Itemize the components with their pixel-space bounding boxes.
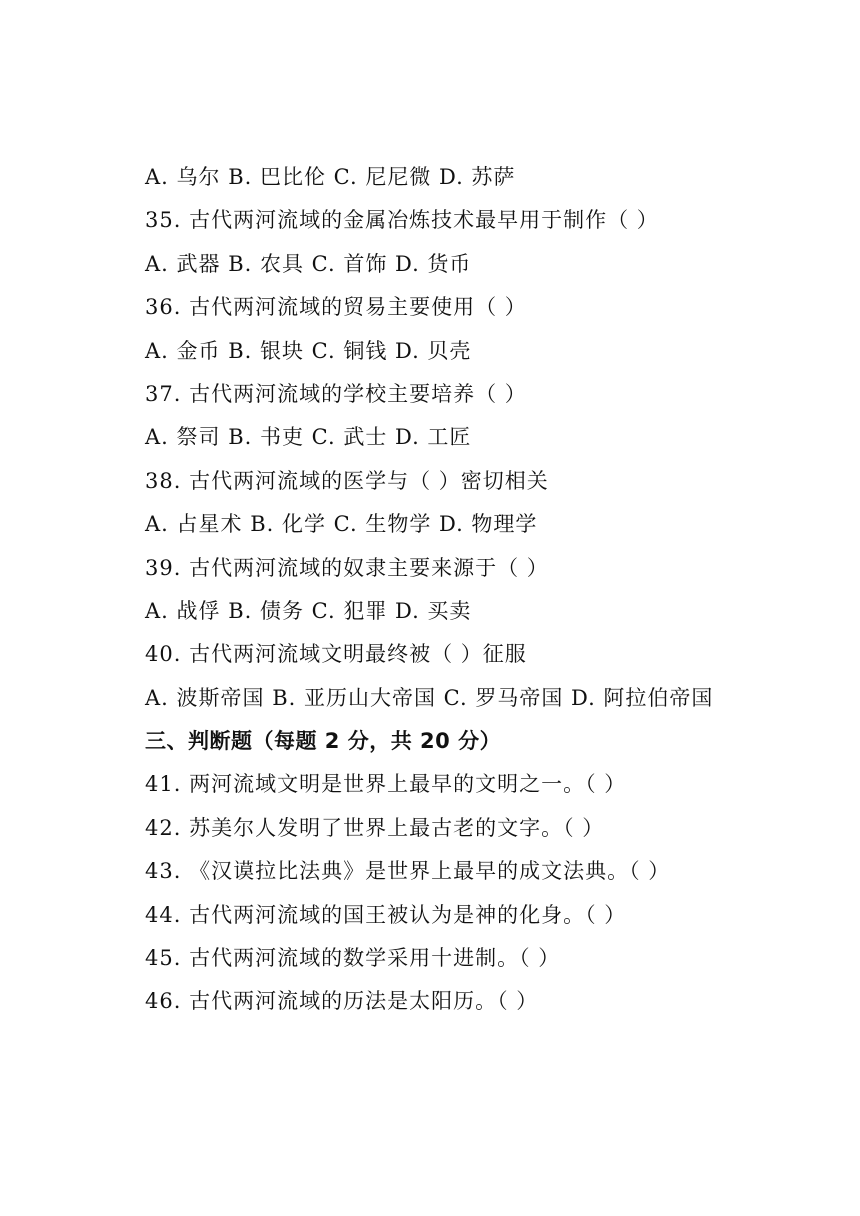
options-q35: A. 武器 B. 农具 C. 首饰 D. 货币 [145,251,472,276]
section-heading-true-false: 三、判断题（每题 2 分，共 20 分） [145,729,502,754]
question-38: 38. 古代两河流域的医学与（ ）密切相关 [145,468,549,493]
options-q37: A. 祭司 B. 书吏 C. 武士 D. 工匠 [145,425,472,450]
question-46: 46. 古代两河流域的历法是太阳历。（ ） [145,989,539,1014]
options-q39: A. 战俘 B. 债务 C. 犯罪 D. 买卖 [145,598,472,623]
question-37: 37. 古代两河流域的学校主要培养（ ） [145,381,527,406]
options-q34: A. 乌尔 B. 巴比伦 C. 尼尼微 D. 苏萨 [145,165,516,189]
exam-content [117,156,747,1024]
question-35: 35. 古代两河流域的金属冶炼技术最早用于制作（ ） [145,208,659,233]
options-q40: A. 波斯帝国 B. 亚历山大帝国 C. 罗马帝国 D. 阿拉伯帝国 [145,685,714,710]
question-45: 45. 古代两河流域的数学采用十进制。（ ） [145,946,561,971]
question-43: 43. 《汉谟拉比法典》是世界上最早的成文法典。（ ） [145,859,671,884]
options-q38: A. 占星术 B. 化学 C. 生物学 D. 物理学 [145,512,538,537]
question-36: 36. 古代两河流域的贸易主要使用（ ） [145,295,527,320]
options-q36: A. 金币 B. 银块 C. 铜钱 D. 贝壳 [145,338,472,363]
question-42: 42. 苏美尔人发明了世界上最古老的文字。（ ） [145,815,605,840]
question-39: 39. 古代两河流域的奴隶主要来源于（ ） [145,555,549,580]
question-41: 41. 两河流域文明是世界上最早的文明之一。（ ） [145,772,627,797]
question-40: 40. 古代两河流域文明最终被（ ）征服 [145,642,527,667]
question-44: 44. 古代两河流域的国王被认为是神的化身。（ ） [145,902,627,927]
